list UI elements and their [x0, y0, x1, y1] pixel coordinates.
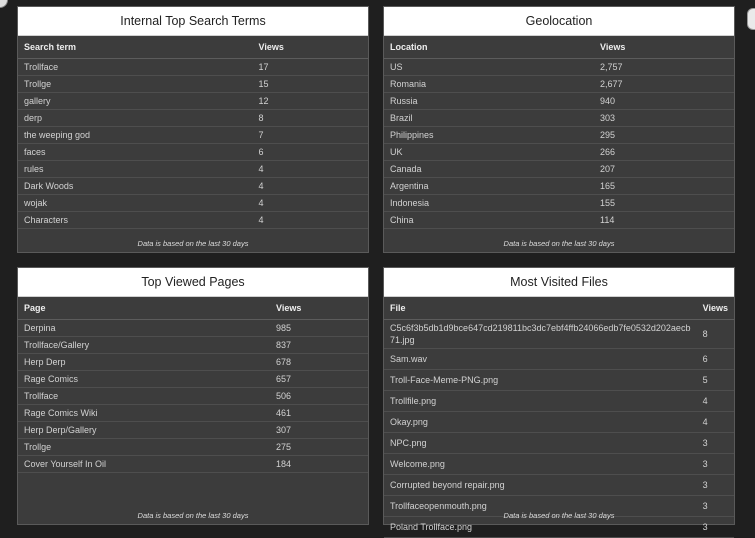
row-label: gallery [18, 93, 253, 110]
table-row [18, 456, 368, 473]
row-label: Trollge [18, 76, 253, 93]
row-label[interactable]: C5c6f3b5db1d9bce647cd219811bc3dc7ebf4ffb24066edb7fe0532d202aecb71.jpg [384, 320, 697, 349]
row-label[interactable]: Romania [384, 76, 594, 93]
table-row [384, 76, 734, 93]
data-footnote: Data is based on the last 30 days [503, 511, 615, 520]
row-label[interactable]: Herp Derp/Gallery [18, 422, 270, 439]
most-visited-files-panel [383, 267, 735, 532]
row-label[interactable]: Trollface/Gallery [18, 337, 270, 354]
table-row [18, 320, 368, 337]
row-label[interactable]: Okay.png [384, 412, 697, 433]
row-label[interactable]: Philippines [384, 127, 594, 144]
row-label[interactable]: Poland Trollface.png [384, 517, 697, 538]
row-views: 5 [697, 370, 734, 391]
row-label[interactable]: China [384, 212, 594, 229]
table-header-row [18, 297, 368, 320]
search-terms-panel [17, 6, 369, 253]
table-row [18, 337, 368, 354]
row-views: 4 [253, 178, 369, 195]
row-label[interactable]: Argentina [384, 178, 594, 195]
table-row [384, 93, 734, 110]
column-header-views: Views [697, 297, 734, 320]
row-views: 295 [594, 127, 734, 144]
panel-title: Geolocation [384, 7, 734, 36]
table-row [384, 59, 734, 76]
geolocation-panel [383, 6, 735, 253]
table-row [384, 127, 734, 144]
row-views: 4 [697, 391, 734, 412]
table-row [384, 144, 734, 161]
table-row [18, 93, 368, 110]
row-views: 3 [697, 496, 734, 517]
table-row [384, 370, 734, 391]
column-header-name: Location [384, 36, 594, 59]
row-views: 4 [253, 161, 369, 178]
table-row [18, 439, 368, 456]
table-row [18, 354, 368, 371]
table-row [384, 178, 734, 195]
row-views: 155 [594, 195, 734, 212]
table-row [18, 127, 368, 144]
table-row [384, 161, 734, 178]
row-views: 15 [253, 76, 369, 93]
table-row [384, 349, 734, 370]
row-views: 678 [270, 354, 368, 371]
row-views: 6 [697, 349, 734, 370]
row-label: Trollface [18, 59, 253, 76]
table-row [384, 212, 734, 229]
table-row [18, 405, 368, 422]
panel-title: Internal Top Search Terms [18, 7, 368, 36]
data-footnote: Data is based on the last 30 days [503, 239, 615, 248]
row-label[interactable]: Russia [384, 93, 594, 110]
row-views: 6 [253, 144, 369, 161]
row-views: 8 [697, 320, 734, 349]
row-label[interactable]: Cover Yourself In Oil [18, 456, 270, 473]
table-row [18, 161, 368, 178]
data-footnote: Data is based on the last 30 days [137, 511, 249, 520]
top-viewed-pages-panel [17, 267, 369, 525]
row-views: 7 [253, 127, 369, 144]
row-label[interactable]: UK [384, 144, 594, 161]
row-label: Dark Woods [18, 178, 253, 195]
row-views: 114 [594, 212, 734, 229]
panel-title: Top Viewed Pages [18, 268, 368, 297]
row-views: 506 [270, 388, 368, 405]
stats-table [384, 297, 734, 538]
column-header-name: File [384, 297, 697, 320]
stats-table [384, 36, 734, 229]
row-views: 3 [697, 517, 734, 538]
row-views: 8 [253, 110, 369, 127]
stats-table [18, 297, 368, 473]
row-label: faces [18, 144, 253, 161]
table-row [18, 144, 368, 161]
row-views: 461 [270, 405, 368, 422]
row-views: 184 [270, 456, 368, 473]
row-views: 3 [697, 433, 734, 454]
table-row [18, 195, 368, 212]
table-header-row [384, 297, 734, 320]
row-views: 985 [270, 320, 368, 337]
row-label: the weeping god [18, 127, 253, 144]
table-row [18, 422, 368, 439]
table-header-row [384, 36, 734, 59]
table-row [384, 454, 734, 475]
row-views: 3 [697, 475, 734, 496]
corner-close-button[interactable] [0, 0, 8, 8]
column-header-name: Search term [18, 36, 253, 59]
column-header-views: Views [270, 297, 368, 320]
row-label[interactable]: US [384, 59, 594, 76]
table-row [18, 59, 368, 76]
row-views: 2,677 [594, 76, 734, 93]
side-scroll-handle[interactable] [747, 8, 755, 30]
row-views: 4 [697, 412, 734, 433]
row-label: rules [18, 161, 253, 178]
row-label[interactable]: Trollfaceopenmouth.png [384, 496, 697, 517]
table-row [384, 412, 734, 433]
row-label: derp [18, 110, 253, 127]
row-views: 307 [270, 422, 368, 439]
row-label: wojak [18, 195, 253, 212]
table-header-row [18, 36, 368, 59]
row-views: 17 [253, 59, 369, 76]
table-row [384, 195, 734, 212]
table-row [18, 212, 368, 229]
row-label[interactable]: Troll-Face-Meme-PNG.png [384, 370, 697, 391]
row-label[interactable]: Canada [384, 161, 594, 178]
row-label[interactable]: Rage Comics [18, 371, 270, 388]
row-label[interactable]: Rage Comics Wiki [18, 405, 270, 422]
stats-table [18, 36, 368, 229]
row-label[interactable]: Sam.wav [384, 349, 697, 370]
row-views: 3 [697, 454, 734, 475]
row-label[interactable]: Indonesia [384, 195, 594, 212]
row-label[interactable]: Herp Derp [18, 354, 270, 371]
table-row [384, 433, 734, 454]
row-label[interactable]: Trollface [18, 388, 270, 405]
table-row [18, 76, 368, 93]
row-label[interactable]: Derpina [18, 320, 270, 337]
row-label[interactable]: Trollfile.png [384, 391, 697, 412]
row-views: 4 [253, 212, 369, 229]
row-label[interactable]: Welcome.png [384, 454, 697, 475]
row-views: 266 [594, 144, 734, 161]
row-label: Characters [18, 212, 253, 229]
row-label[interactable]: NPC.png [384, 433, 697, 454]
row-views: 165 [594, 178, 734, 195]
table-row [18, 110, 368, 127]
row-views: 4 [253, 195, 369, 212]
row-views: 657 [270, 371, 368, 388]
table-row [384, 320, 734, 349]
column-header-name: Page [18, 297, 270, 320]
row-views: 303 [594, 110, 734, 127]
table-row [18, 178, 368, 195]
row-views: 940 [594, 93, 734, 110]
row-label[interactable]: Trollge [18, 439, 270, 456]
row-views: 2,757 [594, 59, 734, 76]
row-views: 837 [270, 337, 368, 354]
row-views: 207 [594, 161, 734, 178]
table-row [18, 388, 368, 405]
row-views: 12 [253, 93, 369, 110]
column-header-views: Views [594, 36, 734, 59]
table-row [384, 391, 734, 412]
table-row [384, 110, 734, 127]
row-label[interactable]: Brazil [384, 110, 594, 127]
column-header-views: Views [253, 36, 369, 59]
row-label[interactable]: Corrupted beyond repair.png [384, 475, 697, 496]
panel-title: Most Visited Files [384, 268, 734, 297]
data-footnote: Data is based on the last 30 days [137, 239, 249, 248]
table-row [18, 371, 368, 388]
table-row [384, 475, 734, 496]
row-views: 275 [270, 439, 368, 456]
